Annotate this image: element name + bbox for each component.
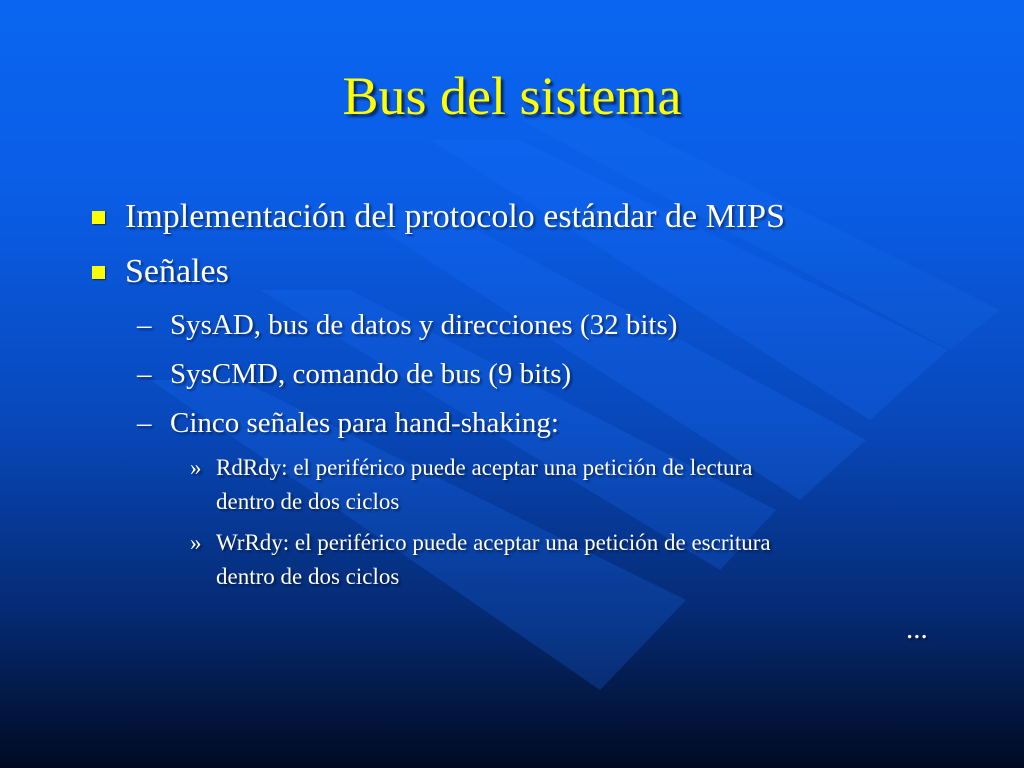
sub-sub-item-rdrdy-line1: RdRdy: el periférico puede aceptar una petición de lectura <box>216 455 753 480</box>
square-bullet-icon <box>92 211 105 224</box>
sub-sub-item-rdrdy-line2: dentro de dos ciclos <box>216 489 400 514</box>
square-bullet-icon <box>92 266 105 279</box>
bullet-item-protocol: Implementación del protocolo estándar de MIPS <box>125 198 785 235</box>
guillemet-marker-icon: » <box>190 530 202 555</box>
dash-marker-icon: – <box>137 358 152 390</box>
guillemet-marker-icon: » <box>190 455 202 480</box>
sub-item-sysad: SysAD, bus de datos y direcciones (32 bits) <box>170 309 678 341</box>
continuation-ellipsis: ... <box>906 613 928 645</box>
dash-marker-icon: – <box>137 309 152 341</box>
dash-marker-icon: – <box>137 407 152 439</box>
bullet-item-signals: Señales <box>125 253 229 290</box>
sub-item-handshaking: Cinco señales para hand-shaking: <box>170 407 559 439</box>
slide-title: Bus del sistema <box>342 66 682 126</box>
sub-item-syscmd: SysCMD, comando de bus (9 bits) <box>170 358 572 390</box>
sub-sub-item-wrrdy-line2: dentro de dos ciclos <box>216 564 400 589</box>
sub-sub-item-wrrdy-line1: WrRdy: el periférico puede aceptar una petición de escritura <box>216 530 771 555</box>
